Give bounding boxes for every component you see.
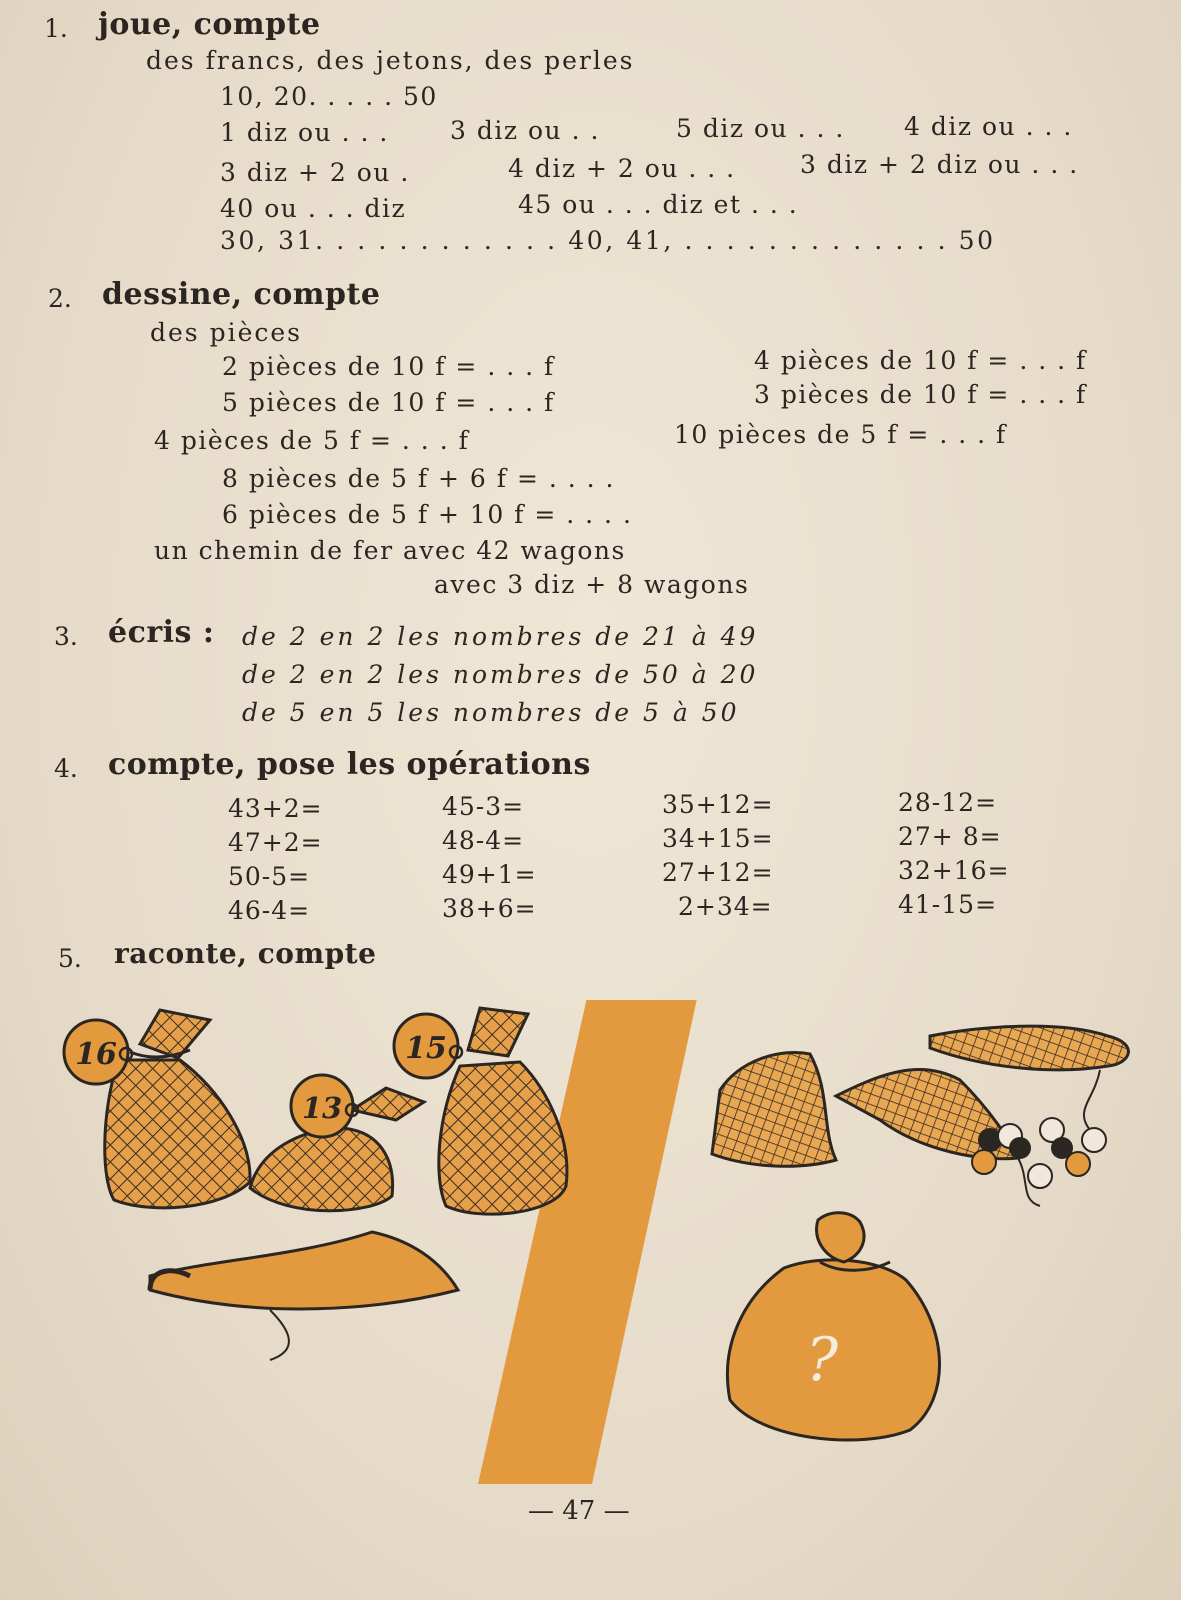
ex2-line: un chemin de fer avec 42 wagons <box>154 536 626 565</box>
ex1-line: 45 ou . . . diz et . . . <box>518 190 799 219</box>
ex4-operation: 28-12= <box>898 788 998 817</box>
ex5-number: 5. <box>58 944 82 973</box>
ex4-operation: 50-5= <box>228 862 311 891</box>
ex1-line: 5 diz ou . . . <box>676 114 845 143</box>
ex1-line: 4 diz ou . . . <box>904 112 1073 141</box>
ex2-line: 10 pièces de 5 f = . . . f <box>674 420 1007 449</box>
bag-tag-label: 16 <box>75 1037 117 1072</box>
ex4-operation: 27+ 8= <box>898 822 1002 851</box>
bag-tag-label: 13 <box>301 1091 343 1125</box>
ex2-line: 8 pièces de 5 f + 6 f = . . . . <box>222 464 615 493</box>
ex2-line: 5 pièces de 10 f = . . . f <box>222 388 555 417</box>
ex2-line: 3 pièces de 10 f = . . . f <box>754 380 1087 409</box>
ex4-operation: 32+16= <box>898 856 1010 885</box>
ex4-operation: 35+12= <box>662 790 774 819</box>
ex2-line: 6 pièces de 5 f + 10 f = . . . . <box>222 500 633 529</box>
ex1-line: 10, 20. . . . . 50 <box>220 82 438 111</box>
empty-mesh-bags <box>712 1026 1128 1206</box>
ex1-line: 3 diz + 2 diz ou . . . <box>800 150 1079 179</box>
ex1-title: joue, compte <box>98 7 321 42</box>
ex4-operation: 38+6= <box>442 894 537 923</box>
ex1-line: 4 diz + 2 ou . . . <box>508 154 736 183</box>
ex2-line: 4 pièces de 10 f = . . . f <box>754 346 1087 375</box>
ex4-operation: 34+15= <box>662 824 774 853</box>
marbles-bags-illustration <box>0 1000 1181 1500</box>
loose-marbles <box>972 1118 1106 1188</box>
ex4-operation: 27+12= <box>662 858 774 887</box>
ex1-subtitle: des francs, des jetons, des perles <box>146 46 635 75</box>
ex2-subtitle: des pièces <box>150 318 302 347</box>
ex4-operation: 2+34= <box>678 892 773 921</box>
ex4-operation: 43+2= <box>228 794 323 823</box>
ex2-title: dessine, compte <box>102 277 381 312</box>
ex4-operation: 45-3= <box>442 792 525 821</box>
ex3-line: de 2 en 2 les nombres de 50 à 20 <box>242 660 759 689</box>
ex4-title: compte, pose les opérations <box>108 747 591 782</box>
ex5-title: raconte, compte <box>114 937 377 970</box>
ex4-operation: 41-15= <box>898 890 998 919</box>
question-mark: ? <box>805 1325 839 1395</box>
ex2-line: avec 3 diz + 8 wagons <box>434 570 750 599</box>
ex1-line: 3 diz + 2 ou . <box>220 158 410 187</box>
ex4-operation: 49+1= <box>442 860 537 889</box>
page-number: — 47 — <box>528 1496 630 1526</box>
ex3-number: 3. <box>54 622 78 651</box>
ex2-line: 4 pièces de 5 f = . . . f <box>154 426 470 455</box>
ex2-number: 2. <box>48 284 72 313</box>
ex4-operation: 46-4= <box>228 896 311 925</box>
empty-pouch <box>150 1232 458 1360</box>
ex4-operation: 48-4= <box>442 826 525 855</box>
ex1-line: 3 diz ou . . <box>450 116 600 145</box>
ex1-line: 1 diz ou . . . <box>220 118 389 147</box>
ex1-number: 1. <box>44 14 68 43</box>
ex4-operation: 47+2= <box>228 828 323 857</box>
ex1-line: 40 ou . . . diz <box>220 194 407 223</box>
ex1-line: 30, 31. . . . . . . . . . . . 40, 41, . . . . . . . . . . . . . 50 <box>220 226 996 255</box>
bag-tag-label: 15 <box>405 1031 447 1066</box>
ex3-line: de 2 en 2 les nombres de 21 à 49 <box>242 622 759 651</box>
ex4-number: 4. <box>54 754 78 783</box>
ex3-title: écris : <box>108 615 215 650</box>
ex2-line: 2 pièces de 10 f = . . . f <box>222 352 555 381</box>
ex3-line: de 5 en 5 les nombres de 5 à 50 <box>242 698 740 727</box>
